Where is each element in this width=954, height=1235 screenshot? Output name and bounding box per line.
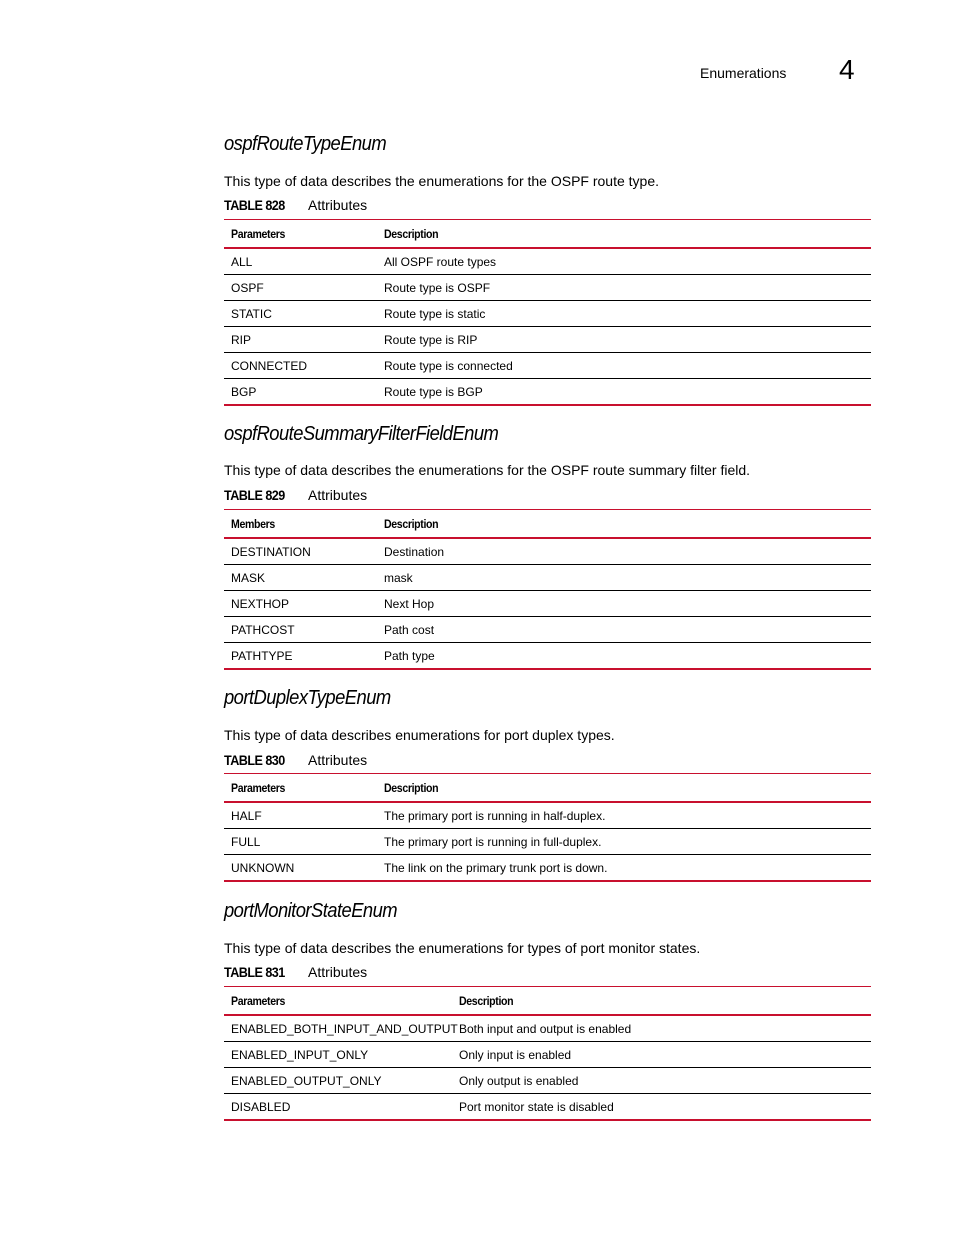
description-cell: Destination [377,538,871,565]
attributes-table [224,773,871,882]
section-title: ospfRouteTypeEnum [224,133,387,155]
table-label: Attributes [308,964,368,980]
parameter-cell: HALF [224,802,377,829]
parameter-cell: ENABLED_OUTPUT_ONLY [224,1068,452,1094]
description-cell: Next Hop [377,591,871,617]
table-label: Attributes [308,752,368,768]
running-header-label: Enumerations [700,65,787,81]
table-row [224,1042,871,1068]
table-row [224,855,871,882]
member-cell: NEXTHOP [224,591,377,617]
attributes-table [224,986,871,1121]
member-cell: PATHCOST [224,617,377,643]
table-row [224,248,871,275]
parameter-cell: ALL [224,248,377,275]
column-header: Description [377,510,871,539]
description-cell: Port monitor state is disabled [459,1099,614,1114]
section-description: This type of data describes the enumerations for the OSPF route type. [224,173,660,189]
description-cell: Path type [384,648,435,663]
table-row [224,379,871,406]
table-row [224,353,871,379]
column-header: Parameters [224,774,377,803]
member-cell: MASK [224,565,377,591]
parameter-cell: STATIC [224,301,377,327]
parameter-cell: RIP [224,327,377,353]
description-cell: The primary port is running in half-duplex. [377,802,871,829]
table-header-row [224,774,871,803]
description-cell: All OSPF route types [377,248,871,275]
column-header: Members [224,510,377,539]
table-number: TABLE 829 [224,487,285,503]
description-cell: Route type is connected [377,353,871,379]
description-cell: Only input is enabled [452,1042,871,1068]
table-row [224,829,871,855]
table-row [224,617,871,643]
table-header-row [224,987,871,1016]
table-row [224,1068,871,1094]
table-caption [224,197,367,213]
description-cell: Only output is enabled [452,1068,871,1094]
parameter-cell: ENABLED_BOTH_INPUT_AND_OUTPUT [224,1015,452,1042]
description-cell: The primary port is running in full-duplex. [377,829,871,855]
table-row [224,275,871,301]
column-header: Description [377,220,871,249]
column-header: Description [452,987,871,1016]
parameter-cell: FULL [224,829,377,855]
column-header: Parameters [224,987,452,1016]
table-row [224,1015,871,1042]
table-label: Attributes [308,197,368,213]
table-row [224,327,871,353]
table-number: TABLE 830 [224,752,285,768]
table-row [224,565,871,591]
description-cell: Route type is static [377,301,871,327]
description-cell: Both input and output is enabled [452,1015,871,1042]
table-caption [224,752,367,768]
member-cell: DESTINATION [224,538,377,565]
column-header: Description [377,774,871,803]
section-title: portMonitorStateEnum [224,900,398,922]
table-row [224,301,871,327]
table-label: Attributes [308,487,368,503]
description-cell: mask [377,565,871,591]
chapter-number: 4 [839,54,855,85]
description-cell: The link on the primary trunk port is down. [384,860,608,875]
section-title: ospfRouteSummaryFilterFieldEnum [224,423,499,445]
table-number: TABLE 831 [224,964,285,980]
parameter-cell: DISABLED [231,1099,291,1114]
description-cell: Route type is RIP [377,327,871,353]
member-cell: PATHTYPE [231,648,293,663]
parameter-cell: BGP [231,384,257,399]
parameter-cell: OSPF [224,275,377,301]
description-cell: Route type is OSPF [377,275,871,301]
section-description: This type of data describes enumerations for port duplex types. [224,727,615,743]
parameter-cell: CONNECTED [224,353,377,379]
table-row [224,538,871,565]
description-cell: Path cost [377,617,871,643]
table-number: TABLE 828 [224,197,285,213]
table-header-row [224,220,871,249]
table-row [224,591,871,617]
table-caption [224,487,367,503]
parameter-cell: UNKNOWN [231,860,295,875]
parameter-cell: ENABLED_INPUT_ONLY [224,1042,452,1068]
table-caption [224,964,367,980]
section-title: portDuplexTypeEnum [224,687,391,709]
table-row [224,802,871,829]
column-header: Parameters [224,220,377,249]
description-cell: Route type is BGP [384,384,483,399]
attributes-table [224,219,871,406]
attributes-table [224,509,871,670]
section-description: This type of data describes the enumerations for the OSPF route summary filter field. [224,462,751,478]
table-row [224,643,871,670]
section-description: This type of data describes the enumerations for types of port monitor states. [224,940,701,956]
table-header-row [224,510,871,539]
table-row [224,1094,871,1121]
